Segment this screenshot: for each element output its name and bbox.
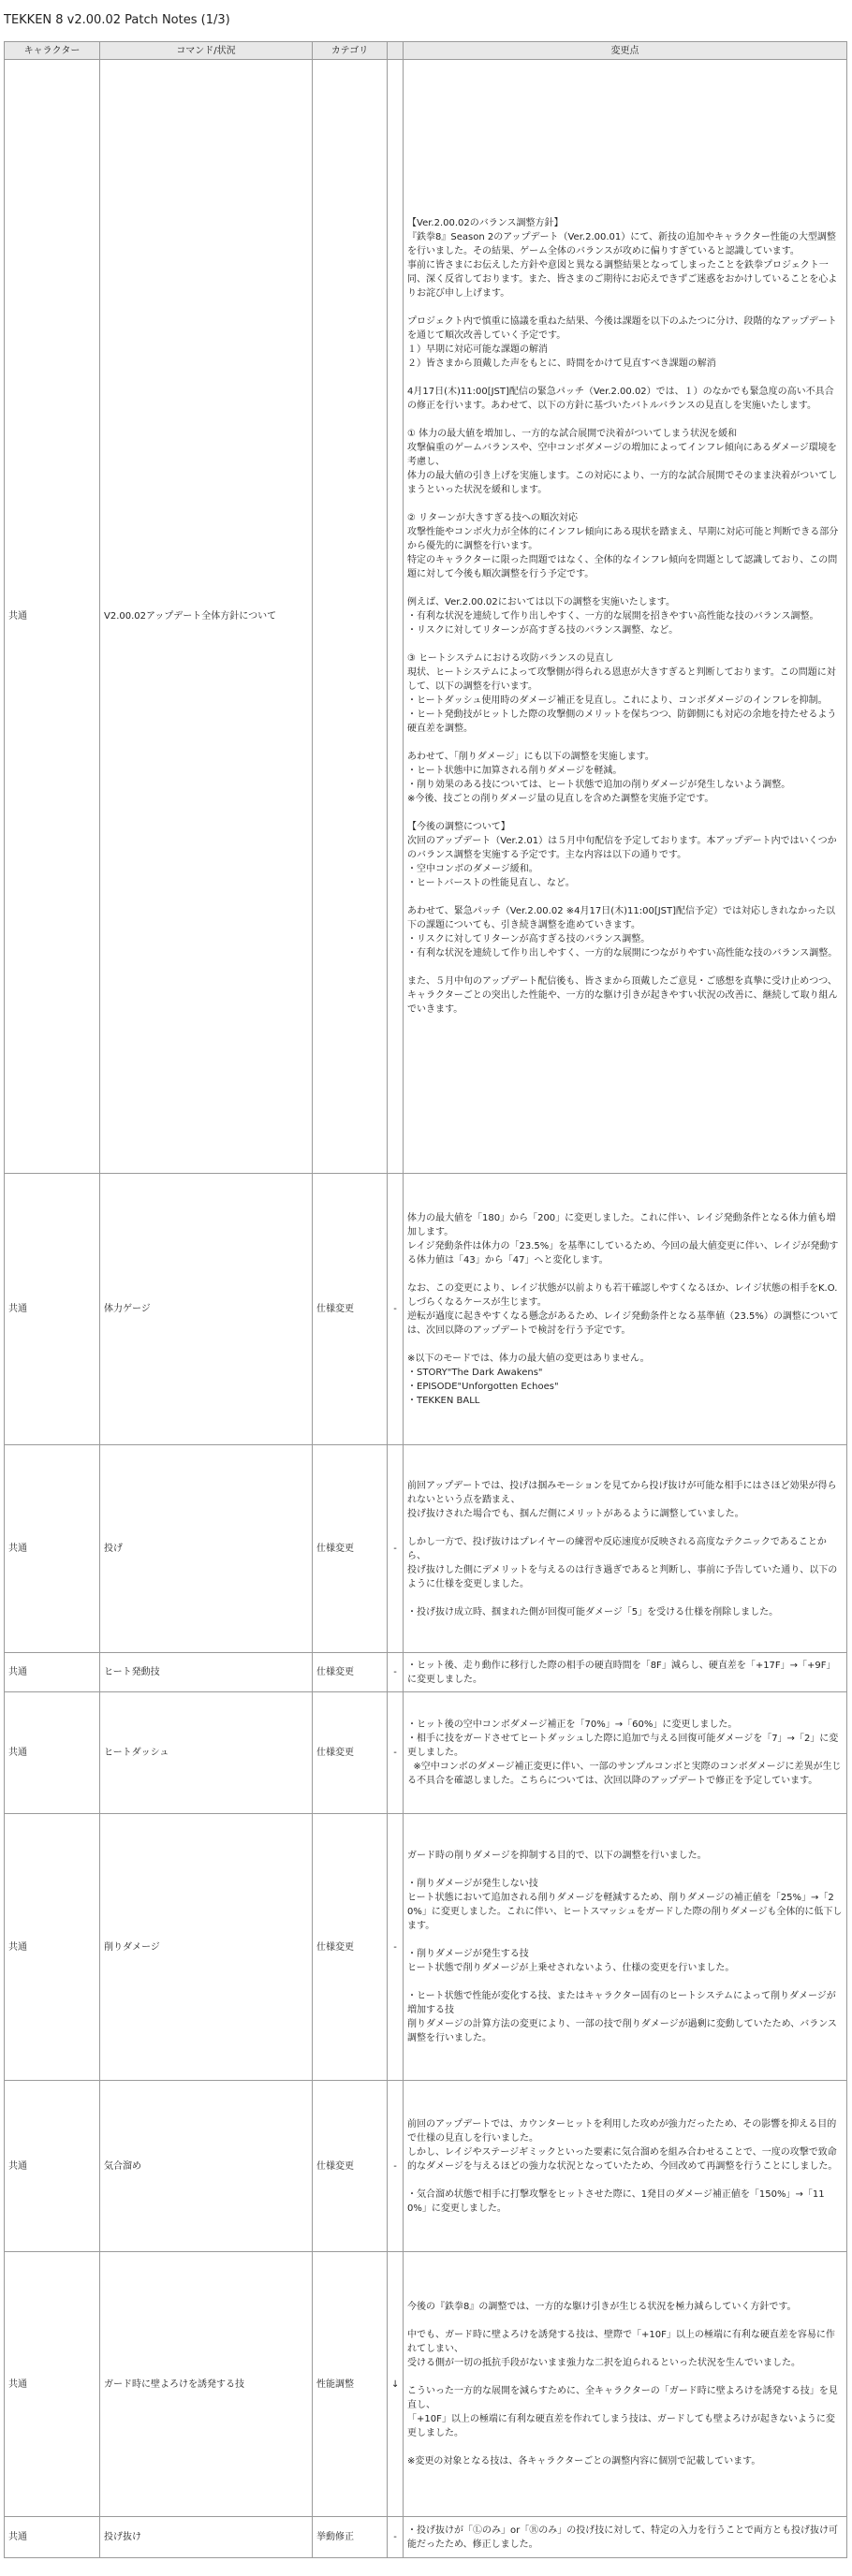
row-command: V2.00.02アップデート全体方針について: [100, 60, 313, 1174]
row-character: 共通: [5, 2517, 100, 2558]
header-command: コマンド/状況: [100, 42, 313, 60]
row-character: 共通: [5, 1445, 100, 1653]
row-category: 仕様変更: [313, 1174, 388, 1445]
table-row: [5, 1653, 847, 1692]
row-command: 削りダメージ: [100, 1814, 313, 2081]
table-row: [5, 2081, 847, 2252]
table-row: [5, 1174, 847, 1445]
row-character: 共通: [5, 2252, 100, 2517]
table-row: [5, 1814, 847, 2081]
table-row: [5, 1692, 847, 1814]
row-command: ヒートダッシュ: [100, 1692, 313, 1814]
row-category: 仕様変更: [313, 1814, 388, 2081]
patch-notes-table: [4, 41, 847, 2558]
row-change-mark: -: [388, 1445, 404, 1653]
row-character: 共通: [5, 1174, 100, 1445]
row-change-mark: -: [388, 1653, 404, 1692]
row-category: 仕様変更: [313, 1653, 388, 1692]
row-change-mark: [388, 60, 404, 1174]
row-category: 仕様変更: [313, 1692, 388, 1814]
row-change-details: 今後の『鉄拳8』の調整では、一方的な駆け引きが生じる状況を極力減らしていく方針です。 中でも、ガード時に壁よろけを誘発する技は、壁際で「+10F」以上の極端に有利な硬直差を容易に作れてしまい、 受ける側が一切の抵抗手段がないまま強力な二択を迫られるといった状況を生んでいました。 こういった一方的な展開を減らすために、全キャラクターの「ガード時に壁よろけを誘発する技」を見直し、 「+10F」以上の極端に有利な硬直差を作れてしまう技は、ガードしても壁よろけが起きないように変更しました。 ※変更の対象となる技は、各キャラクターごとの調整内容に個別で記載しています。: [404, 2252, 847, 2517]
row-category: [313, 60, 388, 1174]
row-category: 仕様変更: [313, 2081, 388, 2252]
row-category: 仕様変更: [313, 1445, 388, 1653]
row-change-mark: -: [388, 1692, 404, 1814]
header-category: カテゴリ: [313, 42, 388, 60]
row-command: 気合溜め: [100, 2081, 313, 2252]
table-header-row: [5, 42, 847, 60]
header-changes: 変更点: [404, 42, 847, 60]
header-mark: [388, 42, 404, 60]
row-command: 体力ゲージ: [100, 1174, 313, 1445]
row-category: 挙動修正: [313, 2517, 388, 2558]
row-change-details: ・投げ抜けが「Ⓛのみ」or「Ⓡのみ」の投げ技に対して、特定の入力を行うことで両方とも投げ抜け可能だったため、修正しました。: [404, 2517, 847, 2558]
row-change-mark: -: [388, 2081, 404, 2252]
row-change-details: 前回のアップデートでは、カウンターヒットを利用した攻めが強力だったため、その影響を抑える目的で仕様の見直しを行いました。 しかし、レイジやステージギミックといった要素に気合溜めを組み合わせることで、一度の攻撃で致命的なダメージを与えるほどの強力な状況となっていたため、今回改めて再調整を行うことにしました。 ・気合溜め状態で相手に打撃攻撃をヒットさせた際に、1発目のダメージ補正値を「150%」→「110%」に変更しました。: [404, 2081, 847, 2252]
row-change-details: 前回アップデートでは、投げは掴みモーションを見てから投げ抜けが可能な相手にはさほど効果が得られないという点を踏まえ、 投げ抜けされた場合でも、掴んだ側にメリットがあるように調整していました。 しかし一方で、投げ抜けはプレイヤーの練習や反応速度が反映される高度なテクニックであることから、 投げ抜けした側にデメリットを与えるのは行き過ぎであると判断し、事前に予告していた通り、以下のように仕様を変更しました。 ・投げ抜け成立時、掴まれた側が回復可能ダメージ「5」を受ける仕様を削除しました。: [404, 1445, 847, 1653]
row-command: ガード時に壁よろけを誘発する技: [100, 2252, 313, 2517]
header-character: キャラクター: [5, 42, 100, 60]
row-character: 共通: [5, 1653, 100, 1692]
row-character: 共通: [5, 1814, 100, 2081]
row-change-mark: -: [388, 2517, 404, 2558]
row-change-details: ガード時の削りダメージを抑制する目的で、以下の調整を行いました。 ・削りダメージが発生しない技 ヒート状態において追加される削りダメージを軽減するため、削りダメージの補正値を「25%」→「20%」に変更しました。これに伴い、ヒートスマッシュをガードした際の削りダメージも全体的に低下します。 ・削りダメージが発生する技 ヒート状態で削りダメージが上乗せされないよう、仕様の変更を行いました。 ・ヒート状態で性能が変化する技、またはキャラクター固有のヒートシステムによって削りダメージが増加する技 削りダメージの計算方法の変更により、一部の技で削りダメージが過剰に変動していたため、バランス調整を行いました。: [404, 1814, 847, 2081]
row-change-mark: -: [388, 1814, 404, 2081]
row-change-details: 体力の最大値を「180」から「200」に変更しました。これに伴い、レイジ発動条件となる体力値も増加します。 レイジ発動条件は体力の「23.5%」を基準にしているため、今回の最大値変更に伴い、レイジが発動する体力値は「43」から「47」へと変化します。 なお、この変更により、レイジ状態が以前よりも若干確認しやすくなるほか、レイジ状態の相手をK.O.しづらくなるケースが生じます。 逆転が過度に起きやすくなる懸念があるため、レイジ発動条件となる基準値（23.5%）の調整については、次回以降のアップデートで検討を行う予定です。 ※以下のモードでは、体力の最大値の変更はありません。 ・STORY"The Dark Awakens" ・EPISODE"Unforgotten Echoes" ・TEKKEN BALL: [404, 1174, 847, 1445]
row-category: 性能調整: [313, 2252, 388, 2517]
table-row: [5, 2252, 847, 2517]
row-command: 投げ: [100, 1445, 313, 1653]
row-command: 投げ抜け: [100, 2517, 313, 2558]
row-change-details: ・ヒット後、走り動作に移行した際の相手の硬直時間を「8F」減らし、硬直差を「+17F」→「+9F」に変更しました。: [404, 1653, 847, 1692]
row-character: 共通: [5, 1692, 100, 1814]
row-change-details: ・ヒット後の空中コンボダメージ補正を「70%」→「60%」に変更しました。 ・相手に技をガードさせてヒートダッシュした際に追加で与える回復可能ダメージを「7」→「2」に変更しました。 ※空中コンボのダメージ補正変更に伴い、一部のサンプルコンボと実際のコンボダメージに差異が生じる不具合を確認しました。こちらについては、次回以降のアップデートで修正を予定しています。: [404, 1692, 847, 1814]
table-row: [5, 60, 847, 1174]
row-command: ヒート発動技: [100, 1653, 313, 1692]
row-change-details: 【Ver.2.00.02のバランス調整方針】 『鉄拳8』Season 2のアップデート（Ver.2.00.01）にて、新技の追加やキャラクター性能の大型調整を行いました。その結果、ゲーム全体のバランスが攻めに偏りすぎていると認識しています。 事前に皆さまにお伝えした方針や意図と異なる調整結果となってしまったことを鉄拳プロジェクト一同、深く反省しております。また、皆さまのご期待にお応えできずご迷惑をおかけしていることを心よりお詫び申し上げます。 プロジェクト内で慎重に協議を重ねた結果、今後は課題を以下のふたつに分け、段階的なアップデートを通じて順次改善していく予定です。 １）早期に対応可能な課題の解消 ２）皆さまから頂戴した声をもとに、時間をかけて見直すべき課題の解消 4月17日(木)11:00[JST]配信の緊急パッチ（Ver.2.00.02）では、１）のなかでも緊急度の高い不具合の修正を行います。あわせて、以下の方針に基づいたバトルバランスの見直しを実施いたします。 ① 体力の最大値を増加し、一方的な試合展開で決着がついてしまう状況を緩和 攻撃偏重のゲームバランスや、空中コンボダメージの増加によってインフレ傾向にあるダメージ環境を考慮し、 体力の最大値の引き上げを実施します。この対応により、一方的な試合展開でそのまま決着がついてしまうといった状況を緩和します。 ② リターンが大きすぎる技への順次対応 攻撃性能やコンボ火力が全体的にインフレ傾向にある現状を踏まえ、早期に対応可能と判断できる部分から優先的に調整を行います。 特定のキャラクターに限った問題ではなく、全体的なインフレ傾向を問題として認識しており、この問題に対して今後も順次調整を行う予定です。 例えば、Ver.2.00.02においては以下の調整を実施いたします。 ・有利な状況を連続して作り出しやすく、一方的な展開を招きやすい高性能な技のバランス調整。 ・リスクに対してリターンが高すぎる技のバランス調整、など。 ③ ヒートシステムにおける攻防バランスの見直し 現状、ヒートシステムによって攻撃側が得られる恩恵が大きすぎると判断しております。この問題に対して、以下の調整を行います。 ・ヒートダッシュ使用時のダメージ補正を見直し。これにより、コンボダメージのインフレを抑制。 ・ヒート発動技がヒットした際の攻撃側のメリットを保ちつつ、防御側にも対応の余地を持たせるよう硬直差を調整。 あわせて、「削りダメージ」にも以下の調整を実施します。 ・ヒート状態中に加算される削りダメージを軽減。 ・削り効果のある技については、ヒート状態で追加の削りダメージが発生しないよう調整。 ※今後、技ごとの削りダメージ量の見直しを含めた調整を実施予定です。 【今後の調整について】 次回のアップデート（Ver.2.01）は５月中旬配信を予定しております。本アップデート内ではいくつかのバランス調整を実施する予定です。主な内容は以下の通りです。 ・空中コンボのダメージ緩和。 ・ヒートバーストの性能見直し、など。 あわせて、緊急パッチ（Ver.2.00.02 ※4月17日(木)11:00[JST]配信予定）では対応しきれなかった以下の課題についても、引き続き調整を進めていきます。 ・リスクに対してリターンが高すぎる技のバランス調整。 ・有利な状況を連続して作り出しやすく、一方的な展開につながりやすい高性能な技のバランス調整。 また、５月中旬のアップデート配信後も、皆さまから頂戴したご意見・ご感想を真摯に受け止めつつ、キャラクターごとの突出した性能や、一方的な駆け引きが起きやすい状況の改善に、継続して取り組んでいきます。: [404, 60, 847, 1174]
row-character: 共通: [5, 2081, 100, 2252]
row-character: 共通: [5, 60, 100, 1174]
table-row: [5, 2517, 847, 2558]
page-title: TEKKEN 8 v2.00.02 Patch Notes (1/3): [4, 13, 230, 27]
table-row: [5, 1445, 847, 1653]
row-change-mark: ↓: [388, 2252, 404, 2517]
row-change-mark: -: [388, 1174, 404, 1445]
